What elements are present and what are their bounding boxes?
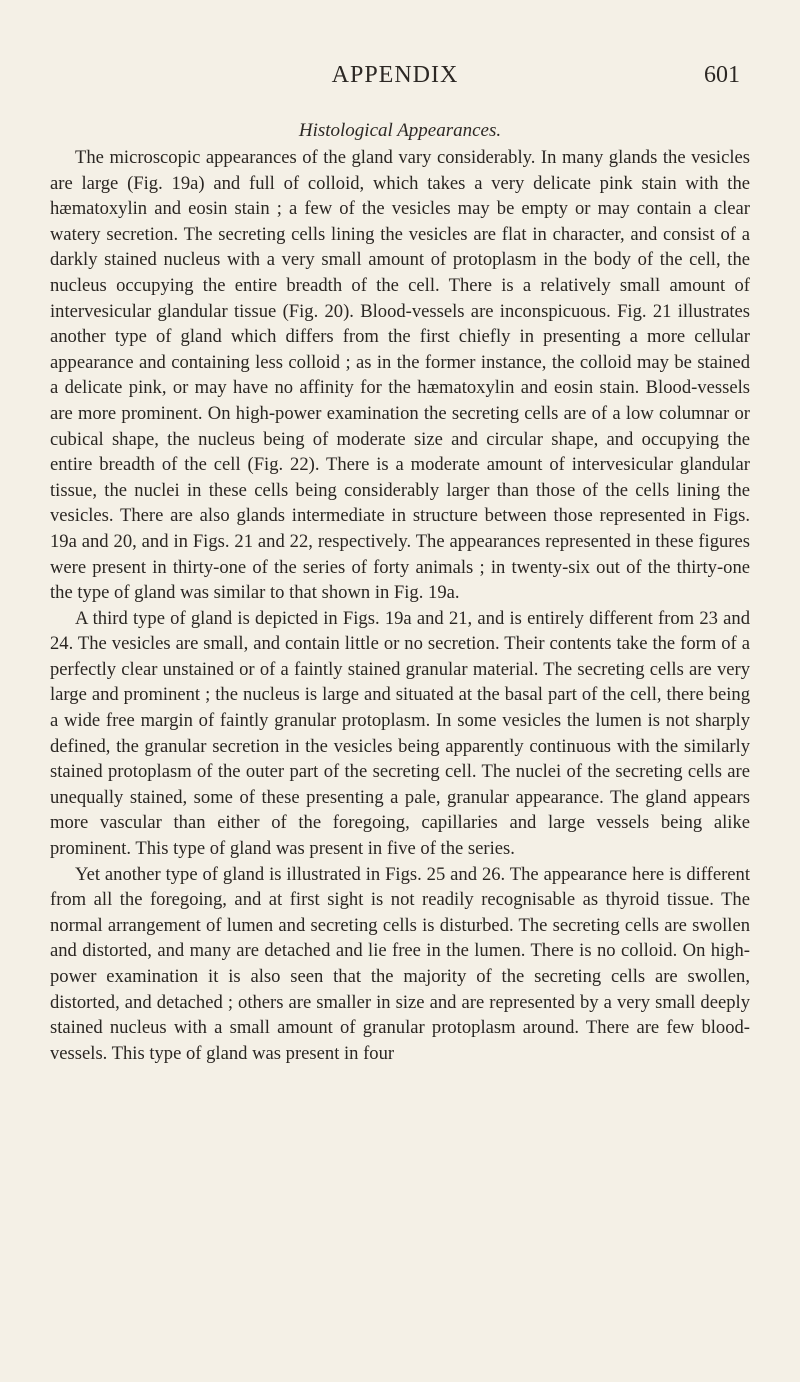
running-head [50,62,740,92]
paragraph-2: A third type of gland is depicted in Figs. 19a and 21, and is entirely different from 23 and 24. The vesicles are small, and contain little or no secretion. Their contents take the form of a perfectly clear unstained or of a faintly stained granular material. The secreting cells are very large and prominent ; the nucleus is large and situated at the basal part of the cell, there being a wide free margin of faintly granular protoplasm. In some vesicles the lumen is not sharply defined, the granular secretion in the vesicles being apparently continuous with the similarly stained protoplasm of the outer part of the secreting cell. The nuclei of the secreting cells are unequally stained, some of these presenting a pale, granular appearance. The gland appears more vascular than either of the foregoing, capillaries and large vessels being alike prominent. This type of gland was present in five of the series. [50,607,750,860]
paragraph-1: The microscopic appearances of the gland vary considerably. In many glands the vesicles are large (Fig. 19a) and full of colloid, which takes a very delicate pink stain with the hæmatoxylin and eosin stain ; a few of the vesicles may be empty or may contain a clear watery secretion. The secreting cells lining the vesicles are flat in character, and consist of a darkly stained nucleus with a very small amount of protoplasm in the body of the cell, the nucleus occupying the entire breadth of the cell. There is a relatively small amount of intervesicular glandular tissue (Fig. 20). Blood-vessels are inconspicuous. Fig. 21 illustrates another type of gland which differs from the first chiefly in presenting a more cellular appearance and containing less colloid ; as in the former instance, the colloid may be stained a delicate pink, or may have no affinity for the hæmatoxylin and eosin stain. Blood-vessels are more prominent. On high-power examination the secreting cells are of a low columnar or cubical shape, the nucleus being of moderate size and circular shape, and occupying the entire breadth of the cell (Fig. 22). There is a moderate amount of intervesicular glandular tissue, the nuclei in these cells being considerably larger than those of the cells lining the vesicles. There are also glands intermediate in structure between those represented in Figs. 19a and 20, and in Figs. 21 and 22, respectively. The appearances represented in these figures were present in thirty-one of the series of forty animals ; in twenty-six out of the thirty-one the type of gland was similar to that shown in Fig. 19a. [50,147,750,604]
running-title: APPENDIX [331,62,459,88]
paragraph-3: Yet another type of gland is illustrated in Figs. 25 and 26. The appearance here is different from all the foregoing, and at first sight is not readily recognisable as thyroid tissue. The normal arrangement of lumen and secreting cells is disturbed. The secreting cells are swollen and distorted, and many are detached and lie free in the lumen. There is no colloid. On high-power examination it is also seen that the majority of the secreting cells are swollen, distorted, and detached ; others are smaller in size and are represented by a very small deeply stained nucleus with a small amount of granular protoplasm around. There are few blood-vessels. This type of gland was present in four [50,863,750,1064]
section-heading: Histological Appearances. [298,120,502,141]
body-text [50,145,750,1066]
page-number: 601 [704,62,740,88]
